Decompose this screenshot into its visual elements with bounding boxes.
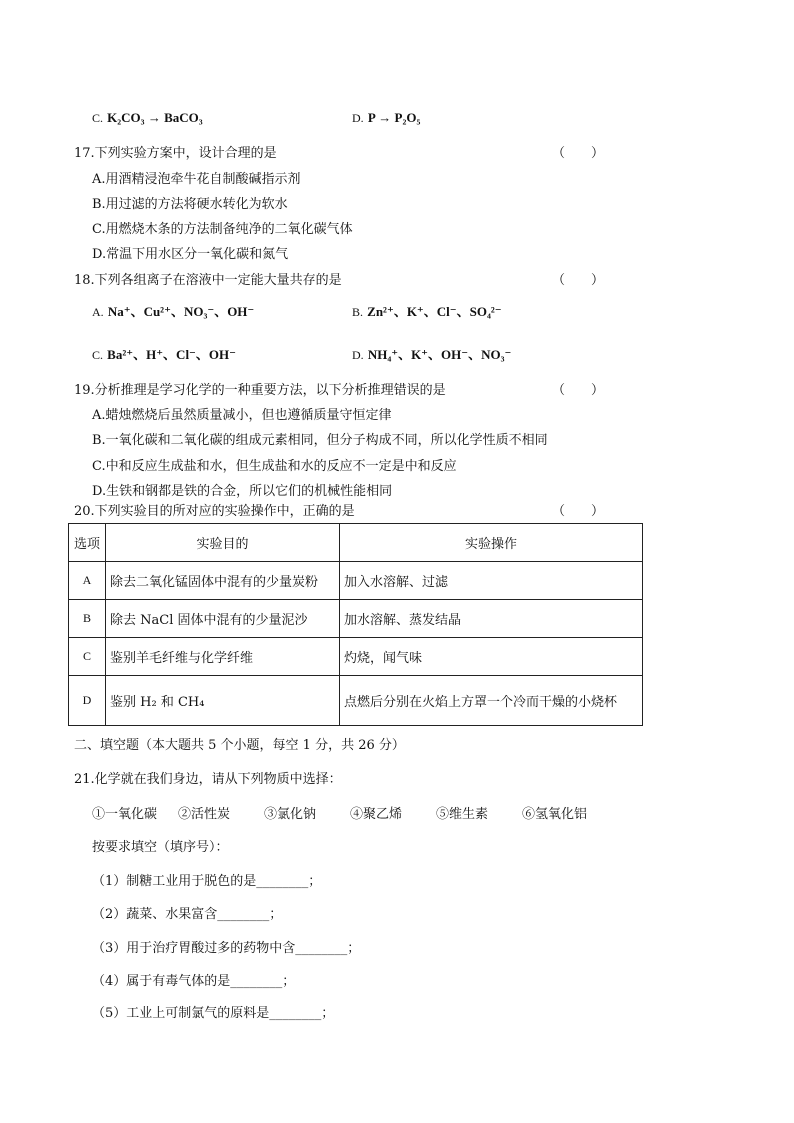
q21-blank-5[interactable]: （5）工业上可制氯气的原料是________； bbox=[92, 1006, 335, 1021]
q19-stem: 19.分析推理是学习化学的一种重要方法，以下分析推理错误的是 bbox=[74, 383, 446, 398]
substance-item: ④聚乙烯 bbox=[350, 807, 403, 822]
q21-blank-1[interactable]: （1）制糖工业用于脱色的是________； bbox=[92, 874, 322, 889]
q18-option-a: A. Na⁺、Cu²⁺、NO₃⁻、OH⁻ bbox=[92, 304, 255, 319]
q18-option-a-ions: Na⁺、Cu²⁺、NO₃⁻、OH⁻ bbox=[107, 304, 255, 319]
q20-answer-paren[interactable]: （ ） bbox=[552, 504, 605, 519]
q18-option-b-ions: Zn²⁺、K⁺、Cl⁻、SO₄²⁻ bbox=[367, 304, 502, 319]
q18-answer-paren[interactable]: （ ） bbox=[552, 273, 605, 288]
section-title-fill-in: 二、填空题（本大题共 5 个小题，每空 1 分，共 26 分） bbox=[74, 738, 405, 753]
table-header-row bbox=[69, 524, 643, 562]
q18-option-d-ions: NH₄⁺、K⁺、OH⁻、NO₃⁻ bbox=[367, 347, 512, 362]
row-goal: 鉴别羊毛纤维与化学纤维 bbox=[106, 638, 340, 676]
q16-option-c: C. K₂CO₃ → BaCO₃ bbox=[92, 110, 203, 125]
row-operation: 加水溶解、蒸发结晶 bbox=[340, 600, 643, 638]
q19-option-d: D.生铁和钢都是铁的合金，所以它们的机械性能相同 bbox=[92, 484, 393, 499]
q20-experiment-table bbox=[68, 523, 643, 726]
q17-option-a: A.用酒精浸泡牵牛花自制酸碱指示剂 bbox=[92, 172, 301, 187]
row-goal: 鉴别 H₂ 和 CH₄ bbox=[106, 676, 340, 726]
q18-option-d: D. NH₄⁺、K⁺、OH⁻、NO₃⁻ bbox=[352, 347, 512, 362]
q18-option-c-ions: Ba²⁺、H⁺、Cl⁻、OH⁻ bbox=[107, 347, 237, 362]
q18-option-c: C. Ba²⁺、H⁺、Cl⁻、OH⁻ bbox=[92, 347, 237, 362]
row-operation: 灼烧，闻气味 bbox=[340, 638, 643, 676]
q21-substance-list bbox=[92, 806, 587, 824]
substance-item: ⑥氢氧化铝 bbox=[522, 807, 588, 822]
q19-option-a: A.蜡烛燃烧后虽然质量减小，但也遵循质量守恒定律 bbox=[92, 408, 392, 423]
row-goal: 除去二氧化锰固体中混有的少量炭粉 bbox=[106, 562, 340, 600]
q16-option-d: D. P → P₂O₅ bbox=[352, 110, 421, 125]
row-goal: 除去 NaCl 固体中混有的少量泥沙 bbox=[106, 600, 340, 638]
substance-item: ⑤维生素 bbox=[436, 807, 489, 822]
q18-stem: 18.下列各组离子在溶液中一定能大量共存的是 bbox=[74, 273, 342, 288]
q18-option-b: B. Zn²⁺、K⁺、Cl⁻、SO₄²⁻ bbox=[352, 304, 502, 319]
q21-stem: 21.化学就在我们身边，请从下列物质中选择： bbox=[74, 772, 342, 787]
row-option: A bbox=[69, 562, 106, 600]
q21-blank-3[interactable]: （3）用于治疗胃酸过多的药物中含________； bbox=[92, 941, 361, 956]
q17-stem: 17.下列实验方案中，设计合理的是 bbox=[74, 146, 277, 161]
q19-option-b: B.一氧化碳和二氧化碳的组成元素相同，但分子构成不同，所以化学性质不相同 bbox=[92, 433, 548, 448]
row-operation: 点燃后分别在火焰上方罩一个冷而干燥的小烧杯 bbox=[340, 676, 643, 726]
q20-stem: 20.下列实验目的所对应的实验操作中，正确的是 bbox=[74, 504, 355, 519]
row-option: D bbox=[69, 676, 106, 726]
q17-option-b: B.用过滤的方法将硬水转化为软水 bbox=[92, 197, 288, 212]
table-row bbox=[69, 676, 643, 726]
q17-option-d: D.常温下用水区分一氧化碳和氮气 bbox=[92, 247, 289, 262]
table-row bbox=[69, 562, 643, 600]
q19-option-c: C.中和反应生成盐和水，但生成盐和水的反应不一定是中和反应 bbox=[92, 459, 457, 474]
table-row bbox=[69, 638, 643, 676]
substance-item: ①一氧化碳 bbox=[92, 807, 158, 822]
q17-answer-paren[interactable]: （ ） bbox=[552, 146, 605, 161]
row-operation: 加入水溶解、过滤 bbox=[340, 562, 643, 600]
q16-option-d-formula: P → P₂O₅ bbox=[367, 110, 421, 125]
header-operation: 实验操作 bbox=[340, 524, 643, 562]
q17-option-c: C.用燃烧木条的方法制备纯净的二氧化碳气体 bbox=[92, 222, 353, 237]
table-row bbox=[69, 600, 643, 638]
q19-answer-paren[interactable]: （ ） bbox=[552, 383, 605, 398]
substance-item: ③氯化钠 bbox=[264, 807, 317, 822]
substance-item: ②活性炭 bbox=[178, 807, 231, 822]
header-option: 选项 bbox=[69, 524, 106, 562]
q21-instruction: 按要求填空（填序号）： bbox=[92, 840, 229, 855]
row-option: B bbox=[69, 600, 106, 638]
header-goal: 实验目的 bbox=[106, 524, 340, 562]
row-option: C bbox=[69, 638, 106, 676]
q21-blank-2[interactable]: （2）蔬菜、水果富含________； bbox=[92, 907, 283, 922]
q16-option-c-formula: K₂CO₃ → BaCO₃ bbox=[107, 110, 203, 125]
q21-blank-4[interactable]: （4）属于有毒气体的是________； bbox=[92, 974, 296, 989]
